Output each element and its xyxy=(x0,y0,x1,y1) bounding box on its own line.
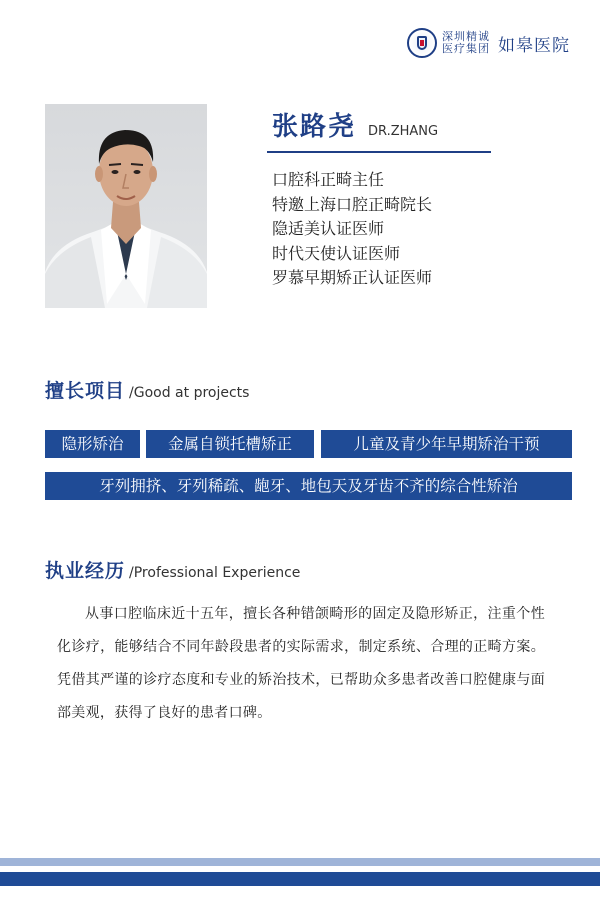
expertise-heading xyxy=(45,376,249,403)
doctor-title-item: 时代天使认证医师 xyxy=(272,243,401,263)
expertise-title-en: /Good at projects xyxy=(129,385,250,401)
doctor-title-item: 特邀上海口腔正畸院长 xyxy=(272,194,433,214)
doctor-name-row xyxy=(272,106,438,143)
expertise-tag: 隐形矫治 xyxy=(45,430,140,458)
hospital-emblem-icon xyxy=(407,28,437,58)
expertise-tag: 牙列拥挤、牙列稀疏、龅牙、地包天及牙齿不齐的综合性矫治 xyxy=(45,472,572,500)
doctor-title-item: 罗慕早期矫正认证医师 xyxy=(272,268,433,287)
experience-text: 从事口腔临床近十五年，擅长各种错颌畸形的固定及隐形矫正，注重个性化诊疗，能够结合不同年龄段患者的实际需求，制定系统、合理的正畸方案。凭借其严谨的诊疗态度和专业的矫治技术，已帮助众多患者改善口腔健康与面部美观，获得了良好的患者口碑。 xyxy=(57,606,545,721)
experience-title: 执业经历 xyxy=(45,560,126,582)
group-name xyxy=(442,31,490,55)
doctor-title-item: 隐适美认证医师 xyxy=(272,219,385,238)
footer-bottom-strip xyxy=(0,886,600,899)
doctor-name: 张路尧 xyxy=(272,112,357,142)
doctor-photo xyxy=(45,104,207,308)
doctor-titles xyxy=(272,168,432,291)
hospital-name: 如皋医院 xyxy=(498,35,570,56)
experience-heading xyxy=(45,556,300,583)
doctor-title-item: 口腔科正畸主任 xyxy=(272,170,385,189)
footer-main-bar xyxy=(0,872,600,886)
experience-title-en: /Professional Experience xyxy=(129,565,301,581)
doctor-name-en: DR.ZHANG xyxy=(368,124,439,139)
footer-light-bar xyxy=(0,858,600,866)
expertise-tag: 儿童及青少年早期矫治干预 xyxy=(321,430,572,458)
expertise-tag: 金属自锁托槽矫正 xyxy=(146,430,314,458)
group-name-line2: 医疗集团 xyxy=(442,42,490,55)
hospital-logo xyxy=(407,28,570,58)
group-name-line1: 深圳精诚 xyxy=(442,30,490,43)
name-divider xyxy=(267,151,491,153)
expertise-title: 擅长项目 xyxy=(45,380,126,402)
